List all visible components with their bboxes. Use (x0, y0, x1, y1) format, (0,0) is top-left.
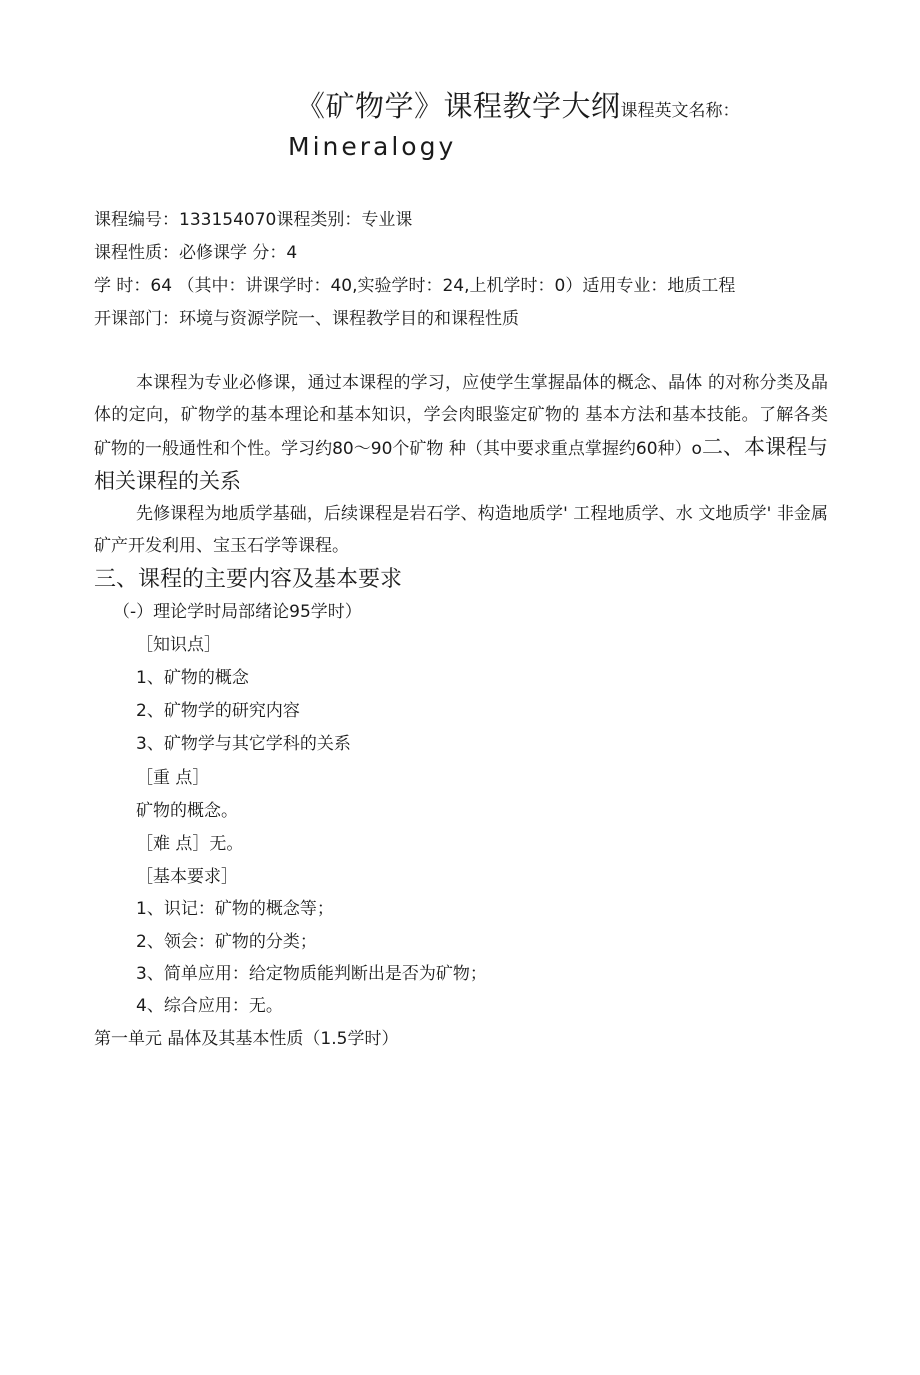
course-purpose-paragraph (94, 367, 828, 499)
requirement-item: 2、领会：矿物的分类； (136, 932, 317, 952)
course-code-line: 课程编号：133154070课程类别：专业课 (94, 210, 413, 230)
course-purpose-text: 本课程为专业必修课，通过本课程的学习，应使学生掌握晶体的概念、晶体 的对称分类及晶体的定向，矿物学的基本理论和基本知识，学会肉眼鉴定矿物的 基本方法和基本技能。了解各类矿物的一般通性和个性。学习约80〜90个矿物 种（其中要求重点掌握约60种）o (94, 373, 828, 459)
knowledge-item: 1、矿物的概念 (136, 668, 249, 688)
requirement-item: 3、简单应用：给定物质能判断出是否为矿物； (136, 964, 487, 984)
course-hours-line: 学 时：64 （其中：讲课学时：40,实验学时：24,上机学时：0）适用专业：地质工程 (94, 276, 736, 296)
relations-text: 先修课程为地质学基础，后续课程是岩石学、构造地质学' 工程地质学、水 文地质学' 非金属矿产开发利用、宝玉石学等课程。 (94, 504, 828, 556)
title-line (296, 89, 740, 123)
unit-heading: 第一单元 晶体及其基本性质（1.5学时） (94, 1029, 399, 1049)
requirements-label: ［基本要求］ (136, 867, 238, 887)
relations-paragraph (94, 498, 828, 562)
requirement-item: 1、识记：矿物的概念等； (136, 899, 334, 919)
requirement-item: 4、综合应用：无。 (136, 996, 283, 1016)
difficulty-line: ［难 点］无。 (136, 834, 244, 854)
knowledge-label: ［知识点］ (136, 635, 221, 655)
english-name-label: 课程英文名称： (620, 101, 740, 121)
english-title: Mineralogy (288, 132, 457, 161)
department-line: 开课部门：环境与资源学院一、课程教学目的和课程性质 (94, 309, 519, 329)
page-title: 《矿物学》课程教学大纲 (296, 89, 621, 123)
course-nature-line: 课程性质：必修课学 分：4 (94, 243, 298, 263)
section-heading-relations: 二、本课程与相关课程的关系 (94, 435, 828, 493)
key-point-text: 矿物的概念。 (136, 801, 238, 821)
theory-subheading: （-）理论学时局部绪论95学时） (113, 602, 362, 622)
knowledge-item: 2、矿物学的研究内容 (136, 701, 300, 721)
section-heading-content: 三、课程的主要内容及基本要求 (94, 567, 403, 592)
key-point-label: ［重 点］ (136, 768, 210, 788)
knowledge-item: 3、矿物学与其它学科的关系 (136, 734, 351, 754)
